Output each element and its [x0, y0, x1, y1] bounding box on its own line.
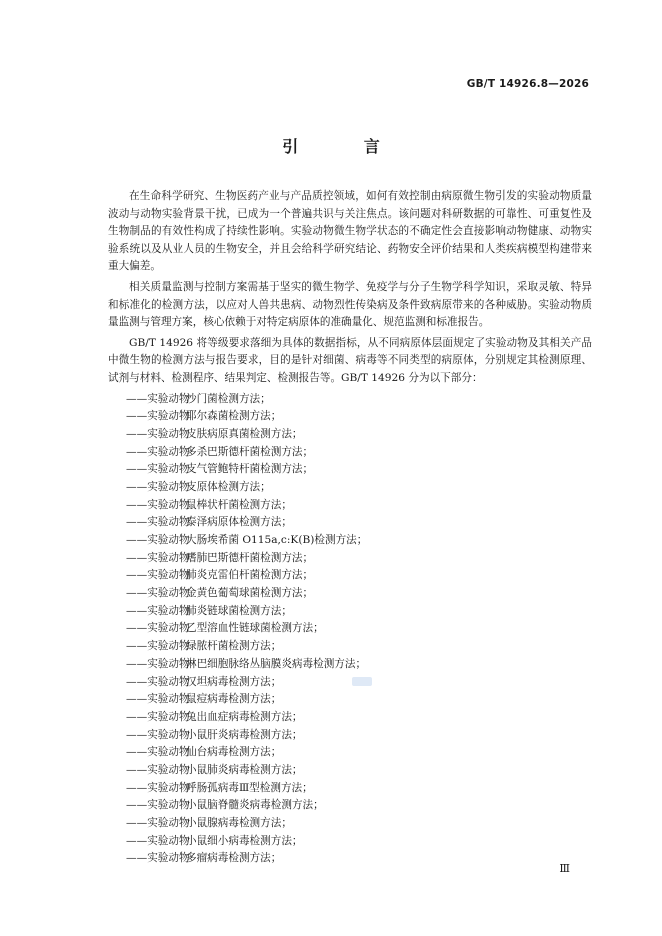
list-item [108, 426, 592, 444]
list-item [108, 762, 592, 780]
list-item-prefix: ——实验动物 [126, 657, 190, 670]
intro-paragraph: 在生命科学研究、生物医药产业与产品质控领域，如何有效控制由病原微生物引发的实验动物质量波动与动物实验背景干扰，已成为一个普遍共识与关注焦点。该问题对科研数据的可靠性、可重复性及生物制品的有效性构成了持续性影响。实验动物微生物学状态的不确定性会直接影响动物健康、动物实验系统以及从业人员的生物安全，并且会给科学研究结论、药物安全评价结果和人类疾病模型构建带来重大偏差。 [108, 190, 592, 273]
list-item-name: 多瘤病毒检测方法； [186, 852, 282, 865]
list-item-prefix: ——实验动物 [126, 410, 190, 423]
list-item-prefix: ——实验动物 [126, 604, 190, 617]
list-item [108, 638, 592, 656]
list-item [108, 727, 592, 745]
list-item [108, 656, 592, 674]
list-item [108, 550, 592, 568]
list-item-name: 小鼠肝炎病毒检测方法； [186, 728, 303, 741]
list-item-name: 多杀巴斯德杆菌检测方法； [186, 445, 314, 458]
list-item-prefix: ——实验动物 [126, 728, 190, 741]
list-item [108, 850, 592, 868]
list-item-prefix: ——实验动物 [126, 817, 190, 830]
list-item [108, 514, 592, 532]
list-item-name: 兔出血症病毒检测方法； [186, 710, 303, 723]
list-item-prefix: ——实验动物 [126, 675, 190, 688]
list-item-name: 支原体检测方法； [186, 480, 271, 493]
list-item [108, 709, 592, 727]
page-number: Ⅲ [559, 862, 570, 875]
list-item [108, 833, 592, 851]
list-item-prefix: ——实验动物 [126, 852, 190, 865]
list-item [108, 674, 592, 692]
list-item-name: 汉坦病毒检测方法； [186, 675, 282, 688]
list-item-prefix: ——实验动物 [126, 746, 190, 759]
list-item-name: 鼠棒状杆菌检测方法； [186, 498, 292, 511]
list-item-prefix: ——实验动物 [126, 781, 190, 794]
list-item-name: 呼肠孤病毒Ⅲ型检测方法； [186, 781, 313, 794]
list-item-name: 乙型溶血性链球菌检测方法； [186, 622, 324, 635]
list-item-name: 耶尔森菌检测方法； [186, 410, 282, 423]
list-item-name: 沙门菌检测方法； [186, 392, 271, 405]
list-item [108, 585, 592, 603]
list-item [108, 408, 592, 426]
list-item-name: 皮肤病原真菌检测方法； [186, 427, 303, 440]
list-item-name: 泰泽病原体检测方法； [186, 516, 292, 529]
list-item [108, 797, 592, 815]
watermark-mark [352, 677, 372, 686]
list-item [108, 620, 592, 638]
list-item [108, 691, 592, 709]
list-item-prefix: ——实验动物 [126, 445, 190, 458]
page-title: 引 言 [282, 137, 410, 156]
list-item [108, 391, 592, 409]
list-item-name: 支气管鲍特杆菌检测方法； [186, 463, 314, 476]
list-item-prefix: ——实验动物 [126, 516, 190, 529]
list-item-prefix: ——实验动物 [126, 799, 190, 812]
list-item [108, 567, 592, 585]
parts-list [108, 391, 592, 869]
list-item-name: 绿脓杆菌检测方法； [186, 640, 282, 653]
list-item-prefix: ——实验动物 [126, 480, 190, 493]
list-item [108, 461, 592, 479]
list-item-prefix: ——实验动物 [126, 834, 190, 847]
list-item-name: 小鼠脑脊髓炎病毒检测方法； [186, 799, 324, 812]
list-item-name: 大肠埃希菌 O115a,c:K(B)检测方法； [186, 534, 368, 547]
list-item [108, 444, 592, 462]
list-item-prefix: ——实验动物 [126, 427, 190, 440]
list-item-prefix: ——实验动物 [126, 622, 190, 635]
list-item-prefix: ——实验动物 [126, 498, 190, 511]
list-item-prefix: ——实验动物 [126, 551, 190, 564]
list-item-name: 淋巴细胞脉络丛脑膜炎病毒检测方法； [186, 657, 367, 670]
list-item-name: 鼠痘病毒检测方法； [186, 693, 282, 706]
list-item-name: 金黄色葡萄球菌检测方法； [186, 587, 314, 600]
list-item [108, 780, 592, 798]
list-item-name: 嗜肺巴斯德杆菌检测方法； [186, 551, 314, 564]
list-item [108, 815, 592, 833]
list-item [108, 744, 592, 762]
list-item [108, 603, 592, 621]
list-item [108, 532, 592, 550]
list-item-name: 小鼠肺炎病毒检测方法； [186, 763, 303, 776]
list-item-name: 小鼠细小病毒检测方法； [186, 834, 303, 847]
list-item-prefix: ——实验动物 [126, 534, 190, 547]
list-item-prefix: ——实验动物 [126, 710, 190, 723]
standard-code: GB/T 14926.8—2026 [466, 78, 589, 90]
list-item [108, 479, 592, 497]
document-body [108, 188, 592, 868]
list-item-name: 肺炎克雷伯杆菌检测方法； [186, 569, 314, 582]
list-item-prefix: ——实验动物 [126, 392, 190, 405]
list-item-prefix: ——实验动物 [126, 463, 190, 476]
list-item-prefix: ——实验动物 [126, 569, 190, 582]
list-item-name: 肺炎链球菌检测方法； [186, 604, 292, 617]
list-item-name: 小鼠腺病毒检测方法； [186, 817, 292, 830]
list-item-prefix: ——实验动物 [126, 640, 190, 653]
list-item-prefix: ——实验动物 [126, 587, 190, 600]
intro-paragraph: 相关质量监测与控制方案需基于坚实的微生物学、免疫学与分子生物学科学知识，采取灵敏、特异和标准化的检测方法，以应对人兽共患病、动物烈性传染病及条件致病原带来的各种威胁。实验动物质量监测与管理方案，核心依赖于对特定病原体的准确量化、规范监测和标准报告。 [108, 280, 592, 329]
intro-paragraph: GB/T 14926 将等级要求落细为具体的数据指标，从不同病原体层面规定了实验动物及其相关产品中微生物的检测方法与报告要求，目的是针对细菌、病毒等不同类型的病原体，分别规定其检测原理、试剂与材料、检测程序、结果判定、检测报告等。GB/T 14926 分为以下部分： [108, 336, 592, 384]
list-item-name: 仙台病毒检测方法； [186, 746, 282, 759]
list-item-prefix: ——实验动物 [126, 763, 190, 776]
list-item-prefix: ——实验动物 [126, 693, 190, 706]
list-item [108, 497, 592, 515]
